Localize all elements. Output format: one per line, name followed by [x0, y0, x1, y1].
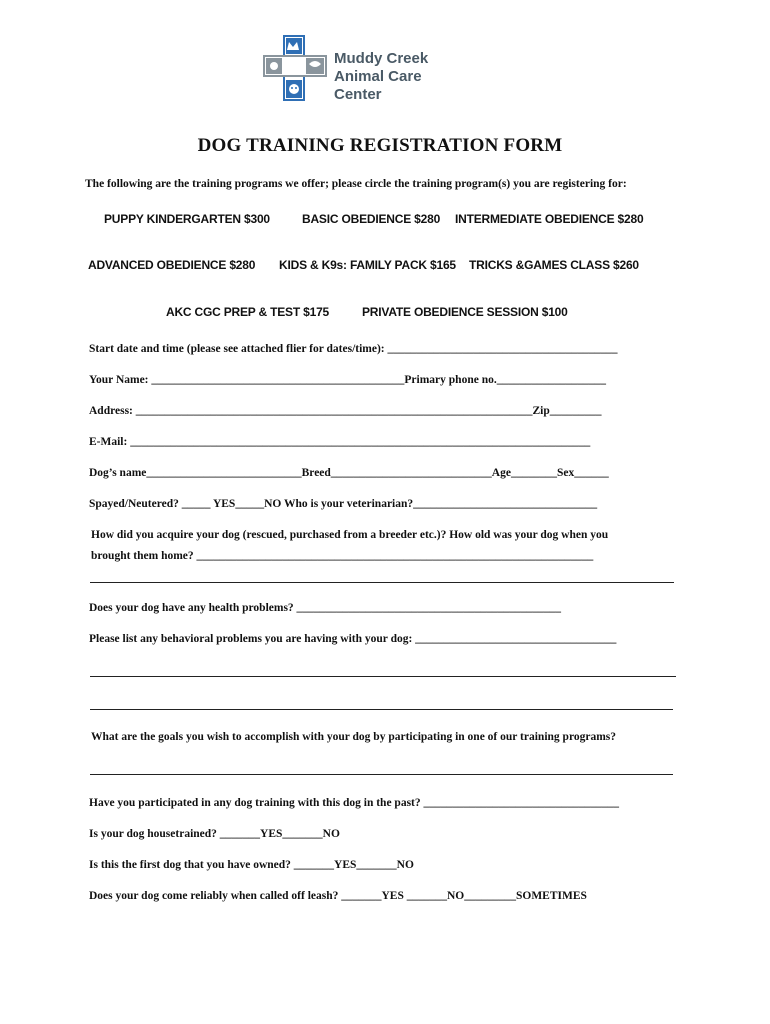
program-kids-k9s[interactable]: KIDS & K9s: FAMILY PACK $165 [279, 258, 456, 272]
clinic-name [334, 50, 472, 104]
recall-field[interactable]: Does your dog come reliably when called off leash? _______YES _______NO_________SOMETIMES [89, 890, 587, 902]
goals-answer-line[interactable] [90, 773, 673, 775]
email-field[interactable]: E-Mail: ________________________________________________________________________________ [89, 436, 591, 448]
logo [262, 34, 472, 104]
program-tricks-games[interactable]: TRICKS &GAMES CLASS $260 [469, 258, 639, 272]
behavior-extra-line-1[interactable] [90, 675, 676, 677]
behavior-field[interactable]: Please list any behavioral problems you are having with your dog: ___________________________________ [89, 633, 617, 645]
dog-info-field[interactable]: Dog’s name___________________________Breed____________________________Age________Sex______ [89, 467, 609, 479]
clinic-name-line2: Animal Care Center [334, 68, 422, 103]
program-private-session[interactable]: PRIVATE OBEDIENCE SESSION $100 [362, 305, 568, 319]
behavior-extra-line-2[interactable] [90, 708, 673, 710]
program-advanced-obedience[interactable]: ADVANCED OBEDIENCE $280 [88, 258, 256, 272]
address-field[interactable]: Address: _____________________________________________________________________Zip_________ [89, 405, 602, 417]
name-phone-field[interactable]: Your Name: ____________________________________________Primary phone no.___________________ [89, 374, 606, 386]
housetrained-field[interactable]: Is your dog housetrained? _______YES_______NO [89, 828, 340, 840]
paw-cross-logo-icon [262, 34, 328, 102]
program-intermediate-obedience[interactable]: INTERMEDIATE OBEDIENCE $280 [455, 212, 644, 226]
form-intro: The following are the training programs we offer; please circle the training program(s) you are registering for: [85, 178, 627, 190]
spayed-vet-field[interactable]: Spayed/Neutered? _____ YES_____NO Who is your veterinarian?________________________________ [89, 498, 598, 510]
form-title: DOG TRAINING REGISTRATION FORM [197, 135, 563, 156]
acquire-extra-line[interactable] [90, 581, 674, 583]
program-akc-cgc[interactable]: AKC CGC PREP & TEST $175 [166, 305, 330, 319]
program-basic-obedience[interactable]: BASIC OBEDIENCE $280 [302, 212, 441, 226]
health-field[interactable]: Does your dog have any health problems? ______________________________________________ [89, 602, 562, 614]
start-date-field[interactable]: Start date and time (please see attached flier for dates/time): ________________________________________ [89, 343, 618, 355]
acquire-question: How did you acquire your dog (rescued, purchased from a breeder etc.)? How old was your dog when you [91, 529, 609, 541]
acquire-answer-field[interactable]: brought them home? _____________________________________________________________________ [91, 550, 594, 562]
clinic-name-line1: Muddy Creek [334, 50, 429, 67]
goals-question: What are the goals you wish to accomplish with your dog by participating in one of our training programs? [91, 731, 616, 743]
past-training-field[interactable]: Have you participated in any dog training with this dog in the past? __________________________________ [89, 797, 620, 809]
program-puppy-kindergarten[interactable]: PUPPY KINDERGARTEN $300 [104, 212, 270, 226]
first-dog-field[interactable]: Is this the first dog that you have owned? _______YES_______NO [89, 859, 414, 871]
